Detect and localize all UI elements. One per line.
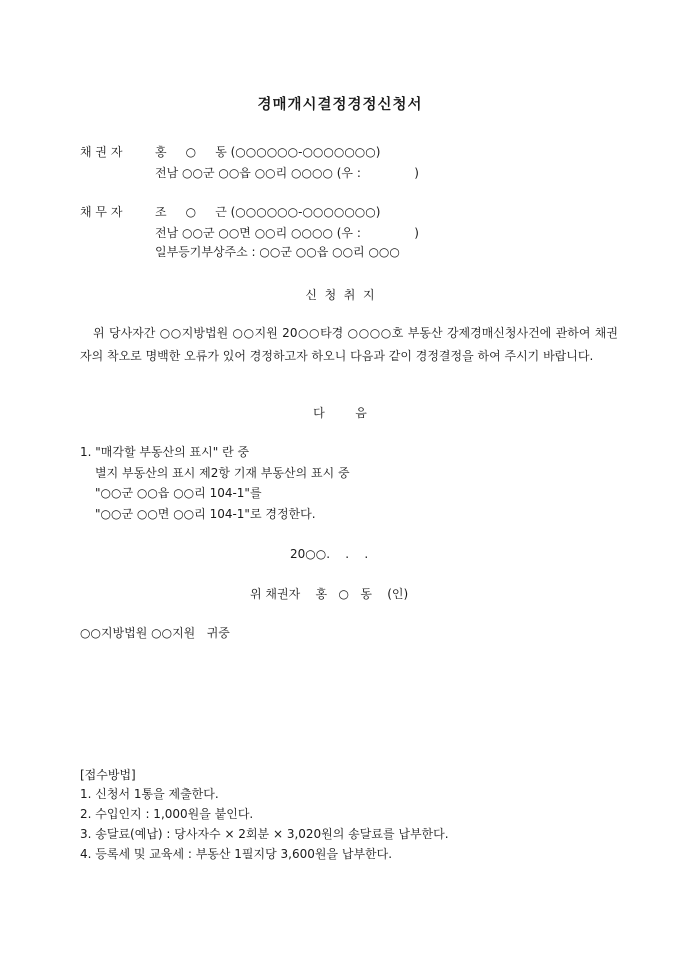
- creditor-address: 전남 ○○군 ○○읍 ○○리 ○○○○ (우 : ): [155, 166, 419, 180]
- court-addressee: ○○지방법원 ○○지원 귀중: [80, 626, 230, 640]
- following-heading: 다 음: [313, 406, 367, 420]
- debtor-registry-address: 일부등기부상주소 : ○○군 ○○읍 ○○리 ○○○: [155, 245, 400, 259]
- filing-step-1: 1. 신청서 1통을 제출한다.: [80, 787, 219, 801]
- debtor-label: 채 무 자: [80, 205, 123, 219]
- purpose-text: 위 당사자간 ○○지방법원 ○○지원 20○○타경 ○○○○호 부동산 강제경매신청사건에 관하여 채권자의 착오로 명백한 오류가 있어 경정하고자 하오니 다음과 같이 경정결정을 하여 주시기 바랍니다.: [80, 326, 618, 363]
- filing-step-2: 2. 수입인지 : 1,000원을 붙인다.: [80, 807, 254, 821]
- item-line-2: 별지 부동산의 표시 제2항 기재 부동산의 표시 중: [95, 466, 350, 480]
- item-line-4: "○○군 ○○면 ○○리 104-1"로 경정한다.: [95, 507, 316, 521]
- purpose-heading: 신 청 취 지: [305, 288, 375, 302]
- debtor-name-line: 조 ○ 근 (○○○○○○-○○○○○○○): [155, 205, 381, 219]
- signature-line: 위 채권자 홍 ○ 동 (인): [250, 587, 409, 601]
- document-title: 경매개시결정경정신청서: [257, 97, 423, 113]
- item-line-3: "○○군 ○○읍 ○○리 104-1"를: [95, 486, 262, 500]
- creditor-name-line: 홍 ○ 동 (○○○○○○-○○○○○○○): [155, 145, 381, 159]
- filing-method-heading: [접수방법]: [80, 768, 136, 782]
- item-line-1: 1. "매각할 부동산의 표시" 란 중: [80, 445, 250, 459]
- filing-step-3: 3. 송달료(예납) : 당사자수 × 2회분 × 3,020원의 송달료를 납부한다.: [80, 827, 449, 841]
- filing-date: 20○○. . .: [290, 547, 369, 561]
- creditor-label: 채 권 자: [80, 145, 123, 159]
- debtor-address: 전남 ○○군 ○○면 ○○리 ○○○○ (우 : ): [155, 226, 419, 240]
- filing-step-4: 4. 등록세 및 교육세 : 부동산 1필지당 3,600원을 납부한다.: [80, 847, 393, 861]
